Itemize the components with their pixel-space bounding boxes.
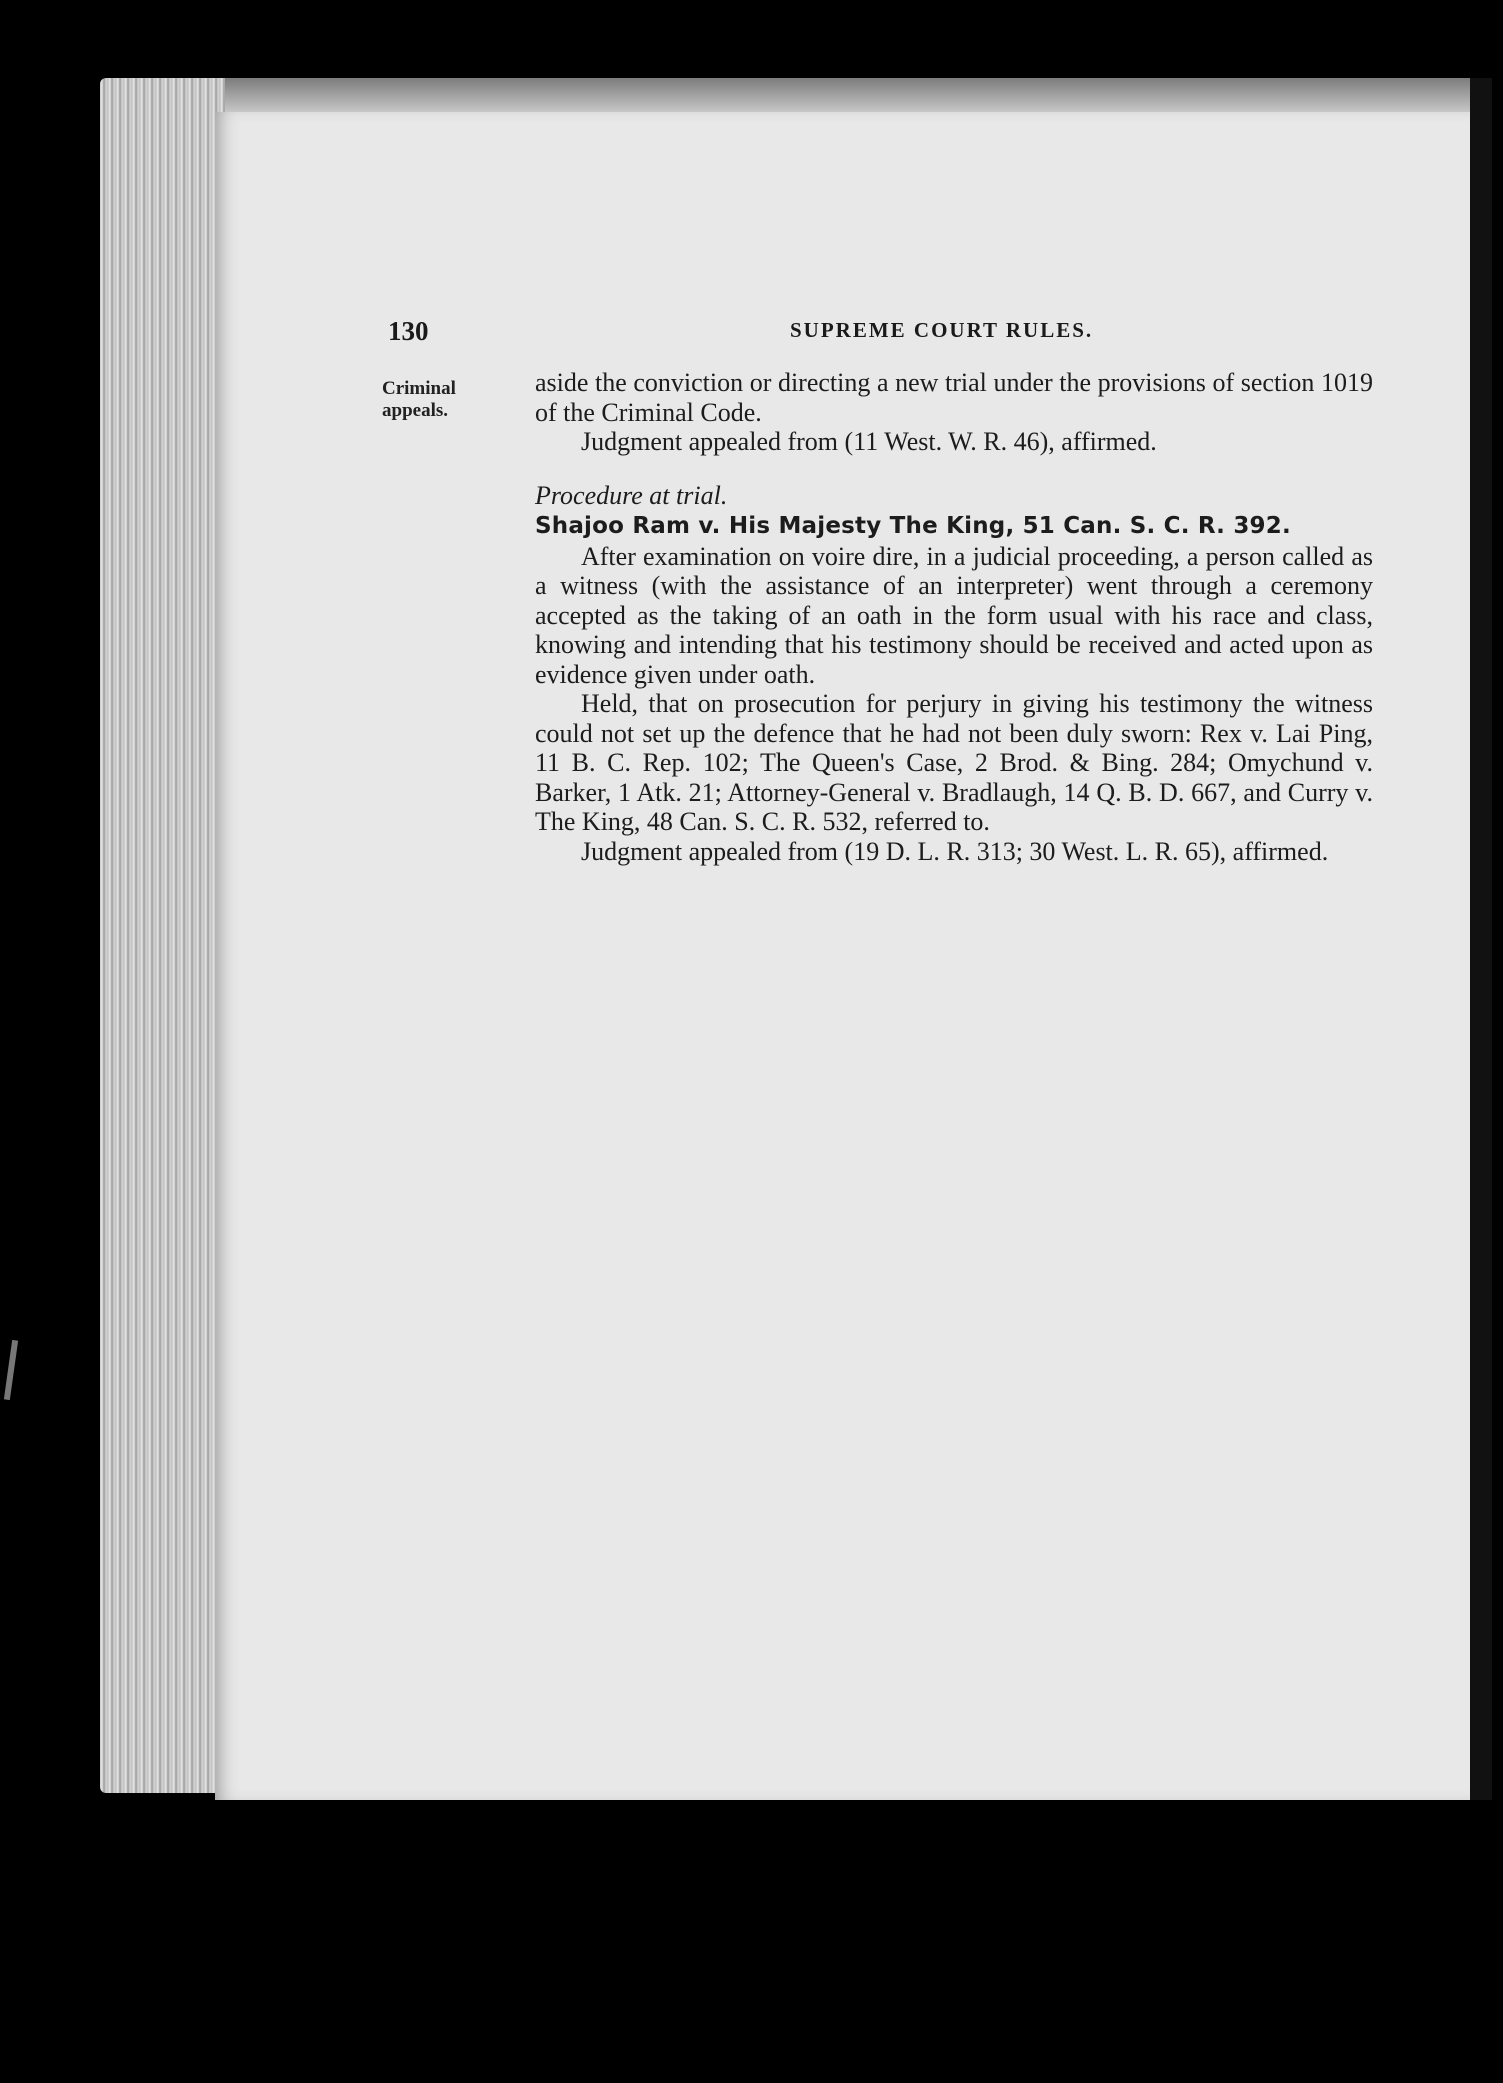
section-heading: Procedure at trial.	[535, 480, 728, 510]
facing-page-shadow	[1470, 78, 1492, 1800]
paragraph: After examination on voire dire, in a judicial proceeding, a person called as a witness (with the assistance of an interpreter) went through a ceremony accepted as the taking of an oath in the form usual with his race and class, knowing and intending that his testimony should be received and acted upon as evidence given under oath.	[535, 541, 1373, 689]
book-page-edges	[100, 78, 225, 1793]
running-head: SUPREME COURT RULES.	[790, 318, 1094, 342]
margin-note-line: Criminal	[382, 378, 456, 399]
paragraph: aside the conviction or directing a new trial under the provisions of section 1019 of the Criminal Code.	[535, 368, 1373, 427]
body-text	[535, 368, 1373, 866]
scan-artifact	[4, 1340, 18, 1400]
paragraph: Held, that on prosecution for perjury in giving his testimony the witness could not set up the defence that he had not been duly sworn: Rex v. Lai Ping, 11 B. C. Rep. 102; The Queen's Case, 2 Brod. & Bing. 284; Omychund v. Barker, 1 Atk. 21; Attorney-General v. Bradlaugh, 14 Q. B. D. 667, and Curry v. The King, 48 Can. S. C. R. 532, referred to.	[535, 689, 1373, 836]
margin-note	[382, 378, 492, 422]
book-page	[215, 112, 1470, 1800]
margin-note-line: appeals.	[382, 400, 448, 421]
case-title: Shajoo Ram v. His Majesty The King, 51 Can. S. C. R. 392.	[535, 513, 1291, 539]
page-number: 130	[388, 316, 429, 346]
paragraph: Judgment appealed from (19 D. L. R. 313; 30 West. L. R. 65), affirmed.	[581, 836, 1329, 866]
paragraph: Judgment appealed from (11 West. W. R. 46), affirmed.	[581, 427, 1157, 456]
